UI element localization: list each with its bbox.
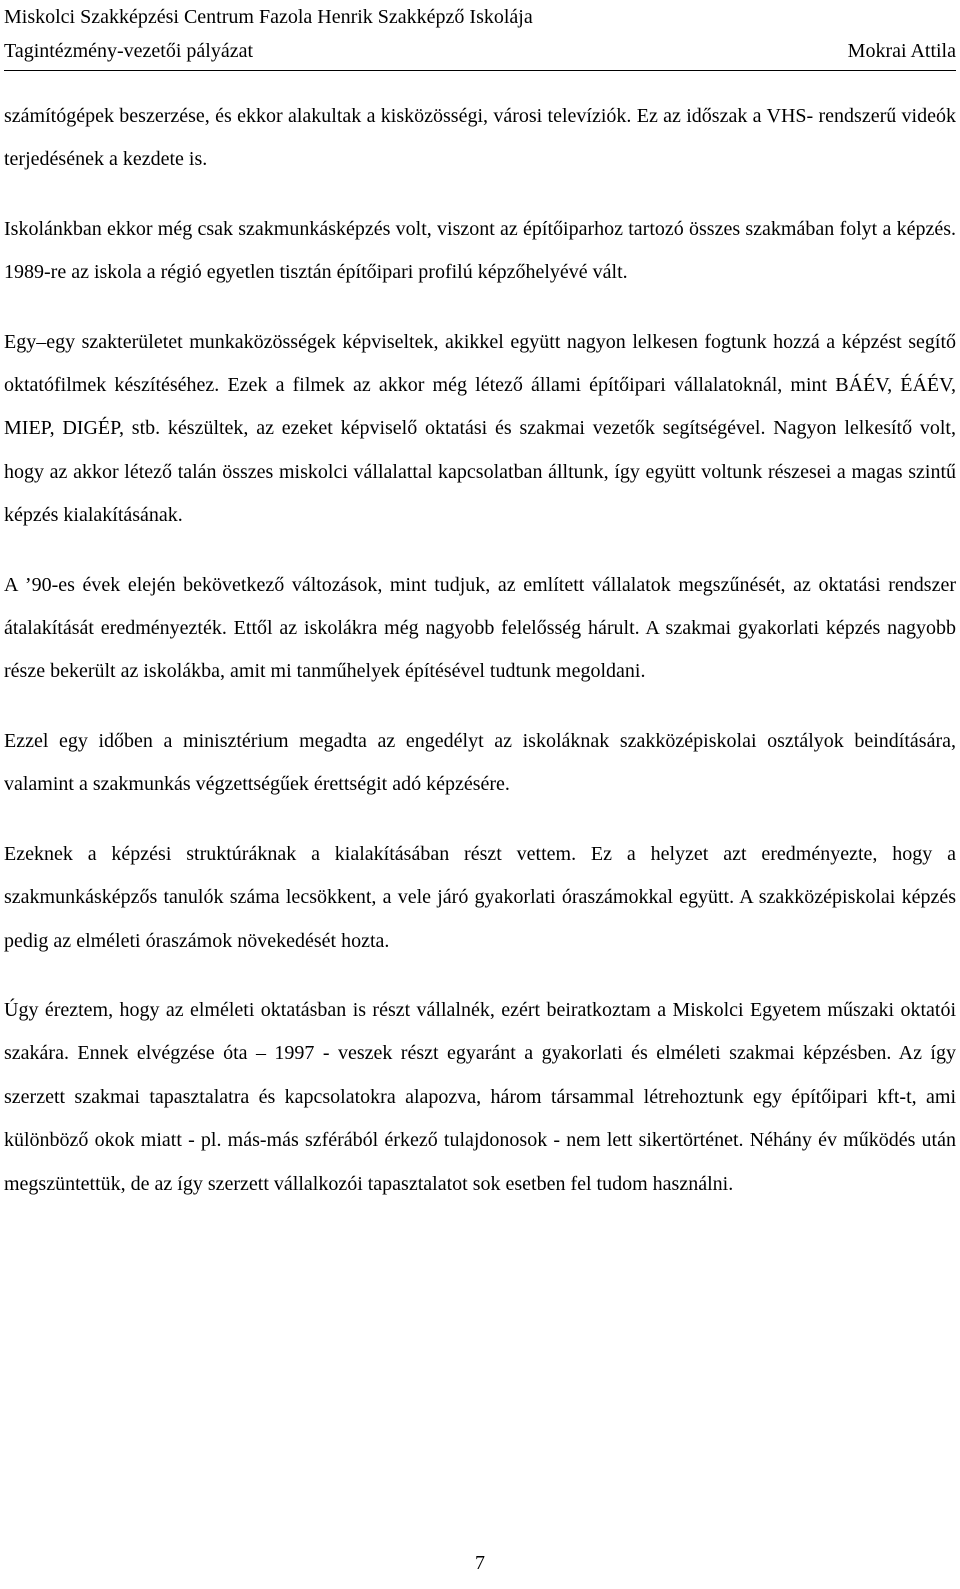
page-number: 7 xyxy=(475,1552,485,1574)
header-line-2 xyxy=(4,34,956,68)
institution-name: Miskolci Szakképzési Centrum Fazola Henrik Szakképző Iskolája xyxy=(4,6,533,28)
header-line-1 xyxy=(4,0,956,34)
body-text xyxy=(4,95,956,1232)
paragraph: Egy–egy szakterületet munkaközösségek képviseltek, akikkel együtt nagyon lelkesen fogtunk hozzá a képzést segítő oktatófilmek készítéséhez. Ezek a filmek az akkor még létező állami építőipari vállalatoknál, mint BÁÉV, ÉÁÉV, MIEP, DIGÉP, stb. készültek, az ezeket képviselő oktatási és szakmai vezetők segítségével. Nagyon lelkesítő volt, hogy az akkor létező talán összes miskolci vállalattal kapcsolatban álltunk, így együtt voltunk részesei a magas szintű képzés kialakításának. xyxy=(4,330,956,527)
paragraph: Úgy éreztem, hogy az elméleti oktatásban is részt vállalnék, ezért beiratkoztam a Miskolci Egyetem műszaki oktatói szakára. Ennek elvégzése óta – 1997 - veszek részt egyaránt a gyakorlati és elméleti szakmai képzésben. Az így szerzett szakmai tapasztalatra és kapcsolatokra alapozva, három társammal létrehoztunk egy építőipari kft-t, ami különböző okok miatt - pl. más-más szférából érkező tulajdonosok - nem lett sikertörténet. Néhány év működés után megszüntettük, de az így szerzett vállalkozói tapasztalatot sok esetben fel tudom használni. xyxy=(4,998,956,1195)
document-subtitle: Tagintézmény-vezetői pályázat xyxy=(4,40,254,62)
paragraph: Ezeknek a képzési struktúráknak a kialakításában részt vettem. Ez a helyzet azt eredményezte, hogy a szakmunkásképzős tanulók száma lecsökkent, a vele járó gyakorlati óraszámokkal együtt. A szakközépiskolai képzés pedig az elméleti óraszámok növekedését hozta. xyxy=(4,842,956,952)
author-name: Mokrai Attila xyxy=(847,40,956,62)
header-divider xyxy=(4,70,956,71)
paragraph: Ezzel egy időben a minisztérium megadta az engedélyt az iskoláknak szakközépiskolai osztályok beindítására, valamint a szakmunkás végzettségűek érettségit adó képzésére. xyxy=(4,729,956,796)
paragraph: A ’90-es évek elején bekövetkező változások, mint tudjuk, az említett vállalatok megszűnését, az oktatási rendszer átalakítását eredményezték. Ettől az iskolákra még nagyobb felelősség hárult. A szakmai gyakorlati képzés nagyobb része bekerült az iskolákba, amit mi tanműhelyek építésével tudtunk megoldani. xyxy=(4,573,956,683)
page-header xyxy=(4,0,956,68)
paragraph: számítógépek beszerzése, és ekkor alakultak a kisközösségi, városi televíziók. Ez az időszak a VHS- rendszerű videók terjedésének a kezdete is. xyxy=(4,105,956,171)
paragraph: Iskolánkban ekkor még csak szakmunkásképzés volt, viszont az építőiparhoz tartozó összes szakmában folyt a képzés. 1989-re az iskola a régió egyetlen tisztán építőipari profilú képzőhelyévé vált. xyxy=(4,217,956,284)
